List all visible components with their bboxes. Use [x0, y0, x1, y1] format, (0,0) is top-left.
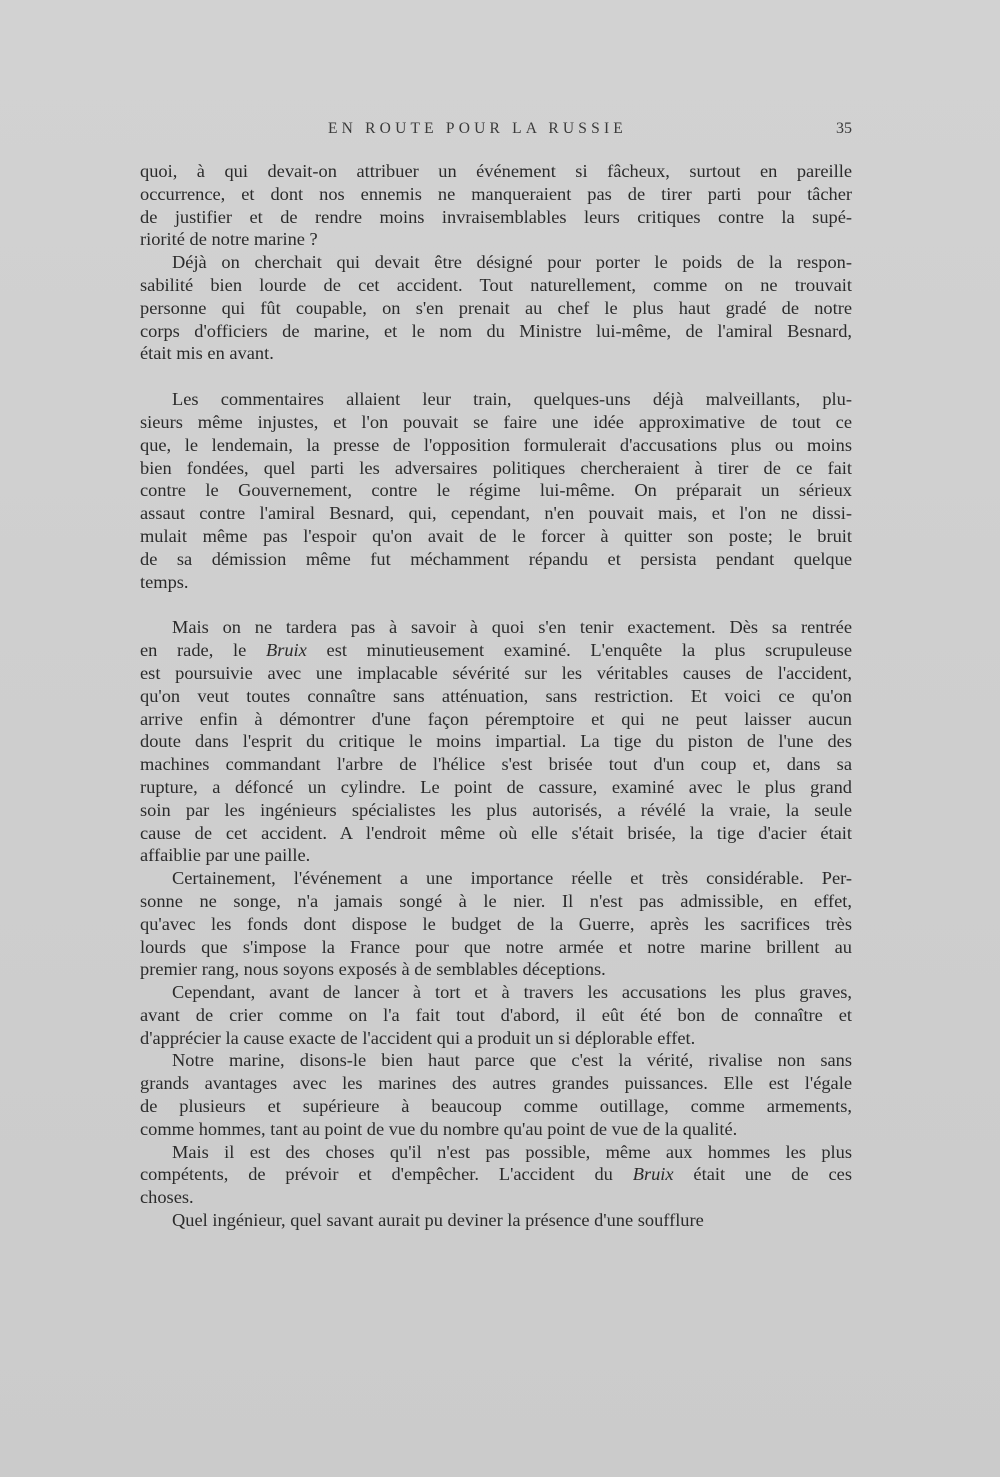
paragraph-6 [140, 981, 852, 1049]
text-line: cause de cet accident. A l'endroit même où elle s'était brisée, la tige d'acier était [140, 822, 852, 843]
paragraph-7 [140, 1049, 852, 1140]
text-line: Déjà on cherchait qui devait être désigné pour porter le poids de la respon- [172, 252, 852, 273]
text-line: contre le Gouvernement, contre le régime lui-même. On préparait un sérieux [140, 480, 852, 501]
text-fragment: compétents, de prévoir et d'empêcher. L'accident du [140, 1164, 633, 1185]
text-line: comme hommes, tant au point de vue du nombre qu'au point de vue de la qualité. [140, 1118, 738, 1139]
text-line: que, le lendemain, la presse de l'opposition formulerait d'accusations plus ou moins [140, 434, 852, 455]
text-fragment: en rade, le [140, 640, 266, 661]
text-line: sieurs même injustes, et l'on pouvait se faire une idée approximative de tout ce [140, 411, 852, 432]
text-line: qu'on veut toutes connaître sans atténuation, sans restriction. Et voici ce qu'on [140, 685, 852, 706]
text-line: de plusieurs et supérieure à beaucoup comme outillage, comme armements, [140, 1096, 852, 1117]
text-line: Mais on ne tardera pas à savoir à quoi s'en tenir exactement. Dès sa rentrée [172, 617, 852, 638]
text-line: qu'avec les fonds dont dispose le budget de la Guerre, après les sacrifices très [140, 913, 852, 934]
section-gap [140, 593, 852, 616]
paragraph-4 [140, 616, 852, 867]
text-line: premier rang, nous soyons exposés à de semblables déceptions. [140, 959, 606, 980]
text-line: soin par les ingénieurs spécialistes les plus autorisés, a révélé la vraie, la seule [140, 799, 852, 820]
running-head [140, 120, 852, 144]
text-line: Mais il est des choses qu'il n'est pas possible, même aux hommes les plus [172, 1141, 852, 1162]
text-line [140, 1163, 852, 1186]
ship-name: Bruix [632, 1164, 674, 1185]
text-line: arrive enfin à démontrer d'une façon péremptoire et qui ne peut laisser aucun [140, 708, 852, 729]
paragraph-9 [140, 1209, 852, 1232]
text-line: bien fondées, quel parti les adversaires politiques chercheraient à tirer de ce fait [140, 457, 852, 478]
text-line [140, 639, 852, 662]
text-line: de sa démission même fut méchamment répandu et persista pendant quelque [140, 548, 852, 569]
text-line: de justifier et de rendre moins invraisemblables leurs critiques contre la supé- [140, 206, 852, 227]
text-line: personne qui fût coupable, on s'en prenait au chef le plus haut gradé de notre [140, 297, 852, 318]
running-title: EN ROUTE POUR LA RUSSIE [328, 120, 627, 137]
paragraph-8 [140, 1141, 852, 1209]
ship-name: Bruix [265, 640, 307, 661]
text-line: quoi, à qui devait-on attribuer un événement si fâcheux, surtout en pareille [140, 161, 852, 181]
text-line: Certainement, l'événement a une importance réelle et très considérable. Per- [172, 868, 852, 889]
text-line: occurrence, et dont nos ennemis ne manqueraient pas de tirer parti pour tâcher [140, 183, 852, 204]
text-line: assaut contre l'amiral Besnard, qui, cependant, n'en pouvait mais, et l'on ne dissi- [140, 503, 852, 524]
text-line: affaiblie par une paille. [140, 845, 311, 866]
text-line: est poursuivie avec une implacable sévérité sur les véritables causes de l'accident, [140, 662, 852, 683]
text-line: rupture, a défoncé un cylindre. Le point de cassure, examiné avec le plus grand [140, 776, 852, 797]
text-line: mulait même pas l'espoir qu'on avait de le forcer à quitter son poste; le bruit [140, 525, 852, 546]
page-number: 35 [836, 120, 852, 137]
text-fragment: est minutieusement examiné. L'enquête la plus scrupuleuse [306, 640, 852, 661]
text-line: d'apprécier la cause exacte de l'accident qui a produit un si déplorable effet. [140, 1027, 696, 1048]
text-line: Cependant, avant de lancer à tort et à travers les accusations les plus graves, [172, 982, 852, 1003]
text-line: lourds que s'impose la France pour que notre armée et notre marine brillent au [140, 936, 852, 957]
text-line: avant de crier comme on l'a fait tout d'abord, il eût été bon de connaître et [140, 1004, 852, 1025]
text-line: grands avantages avec les marines des autres grandes puissances. Elle est l'égale [140, 1073, 852, 1094]
paragraph-2 [140, 251, 852, 365]
text-line: machines commandant l'arbre de l'hélice s'est brisée tout d'un coup et, dans sa [140, 754, 852, 775]
text-line: était mis en avant. [140, 343, 274, 364]
text-line: Quel ingénieur, quel savant aurait pu deviner la présence d'une soufflure [172, 1210, 704, 1231]
text-line: Les commentaires allaient leur train, quelques-uns déjà malveillants, plu- [172, 389, 852, 410]
paragraph-5 [140, 867, 852, 981]
text-fragment: était une de ces [673, 1164, 852, 1185]
text-line: Notre marine, disons-le bien haut parce que c'est la vérité, rivalise non sans [172, 1050, 852, 1071]
text-line: corps d'officiers de marine, et le nom du Ministre lui-même, de l'amiral Besnard, [140, 320, 852, 341]
paragraph-1 [140, 160, 852, 251]
text-line: choses. [140, 1187, 194, 1208]
text-line: doute dans l'esprit du critique le moins impartial. La tige du piston de l'une des [140, 731, 852, 752]
section-gap [140, 365, 852, 388]
text-line: riorité de notre marine ? [140, 229, 318, 250]
text-line: sabilité bien lourde de cet accident. Tout naturellement, comme on ne trouvait [140, 274, 852, 295]
paragraph-3 [140, 388, 852, 593]
text-line: temps. [140, 571, 189, 592]
body-text [140, 160, 852, 1232]
text-line: sonne ne songe, n'a jamais songé à le nier. Il n'est pas admissible, en effet, [140, 890, 852, 911]
